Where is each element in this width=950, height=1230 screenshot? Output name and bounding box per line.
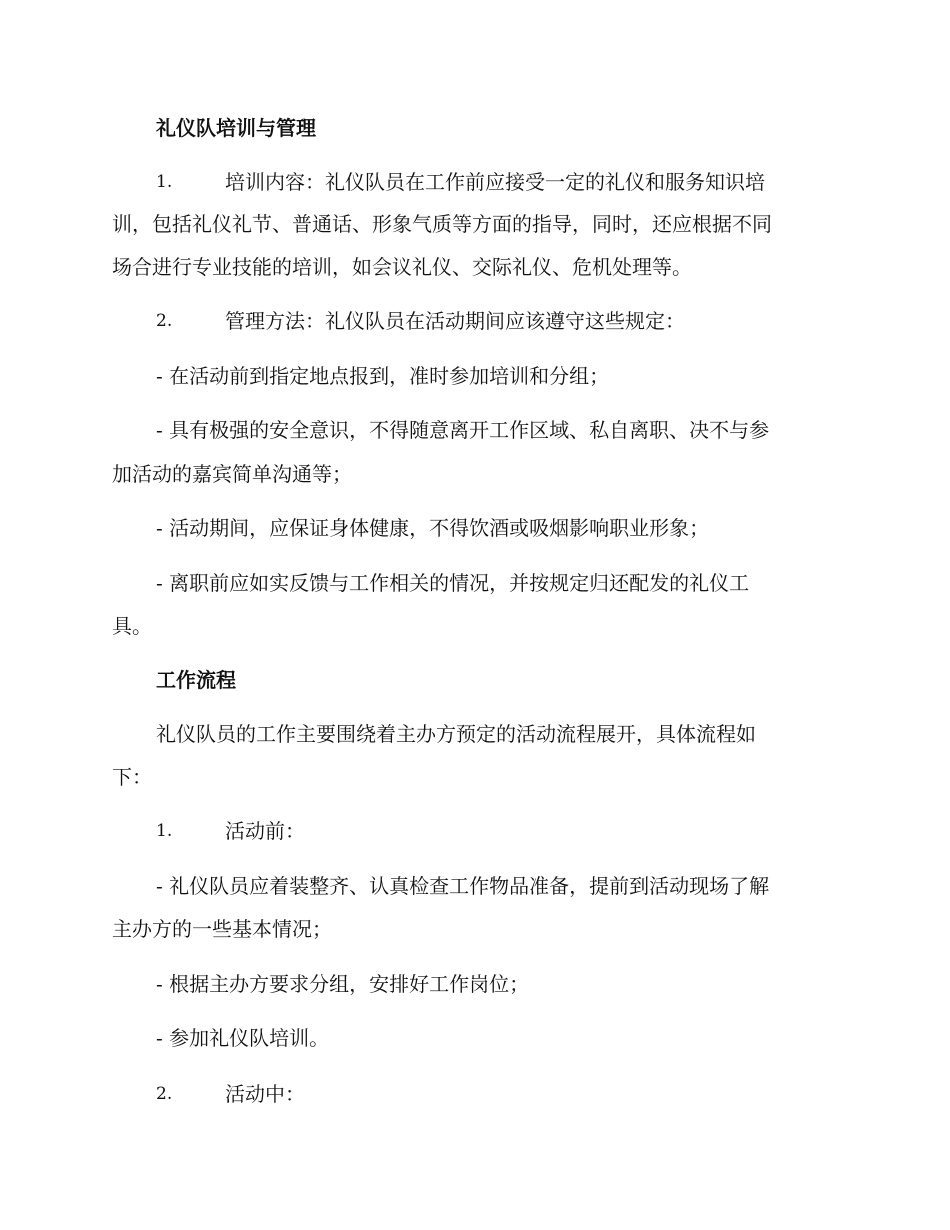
rule-item: - 在活动前到指定地点报到，准时参加培训和分组； (156, 364, 610, 388)
section-heading-training: 礼仪队培训与管理 (156, 116, 316, 140)
list-number: 1. (156, 172, 173, 192)
paragraph-line: 训，包括礼仪礼节、普通话、形象气质等方面的指导，同时，还应根据不同 (112, 212, 772, 236)
paragraph-line: 管理方法：礼仪队员在活动期间应该遵守这些规定： (225, 309, 685, 333)
rule-item-continuation: 加活动的嘉宾简单沟通等； (112, 462, 352, 486)
step-label: 活动中： (225, 1082, 305, 1106)
rule-item: - 离职前应如实反馈与工作相关的情况，并按规定归还配发的礼仪工 (156, 571, 750, 595)
step-label: 活动前： (225, 819, 305, 843)
paragraph-line: 场合进行专业技能的培训，如会议礼仪、交际礼仪、危机处理等。 (112, 255, 692, 279)
list-number: 2. (156, 1084, 173, 1104)
step-bullet: - 参加礼仪队培训。 (156, 1026, 330, 1050)
paragraph-line: 礼仪队员的工作主要围绕着主办方预定的活动流程展开，具体流程如 (156, 722, 756, 746)
rule-item-continuation: 具。 (112, 614, 152, 638)
step-bullet-continuation: 主办方的一些基本情况； (112, 917, 332, 941)
paragraph-line: 下： (112, 765, 152, 789)
list-number: 2. (156, 311, 173, 331)
step-bullet: - 礼仪队员应着装整齐、认真检查工作物品准备，提前到活动现场了解 (156, 874, 770, 898)
rule-item: - 活动期间，应保证身体健康，不得饮酒或吸烟影响职业形象； (156, 516, 710, 540)
list-number: 1. (156, 821, 173, 841)
section-heading-workflow: 工作流程 (156, 668, 236, 692)
paragraph-line: 培训内容：礼仪队员在工作前应接受一定的礼仪和服务知识培 (225, 170, 765, 194)
rule-item: - 具有极强的安全意识，不得随意离开工作区域、私自离职、决不与参 (156, 418, 770, 442)
step-bullet: - 根据主办方要求分组，安排好工作岗位； (156, 972, 530, 996)
